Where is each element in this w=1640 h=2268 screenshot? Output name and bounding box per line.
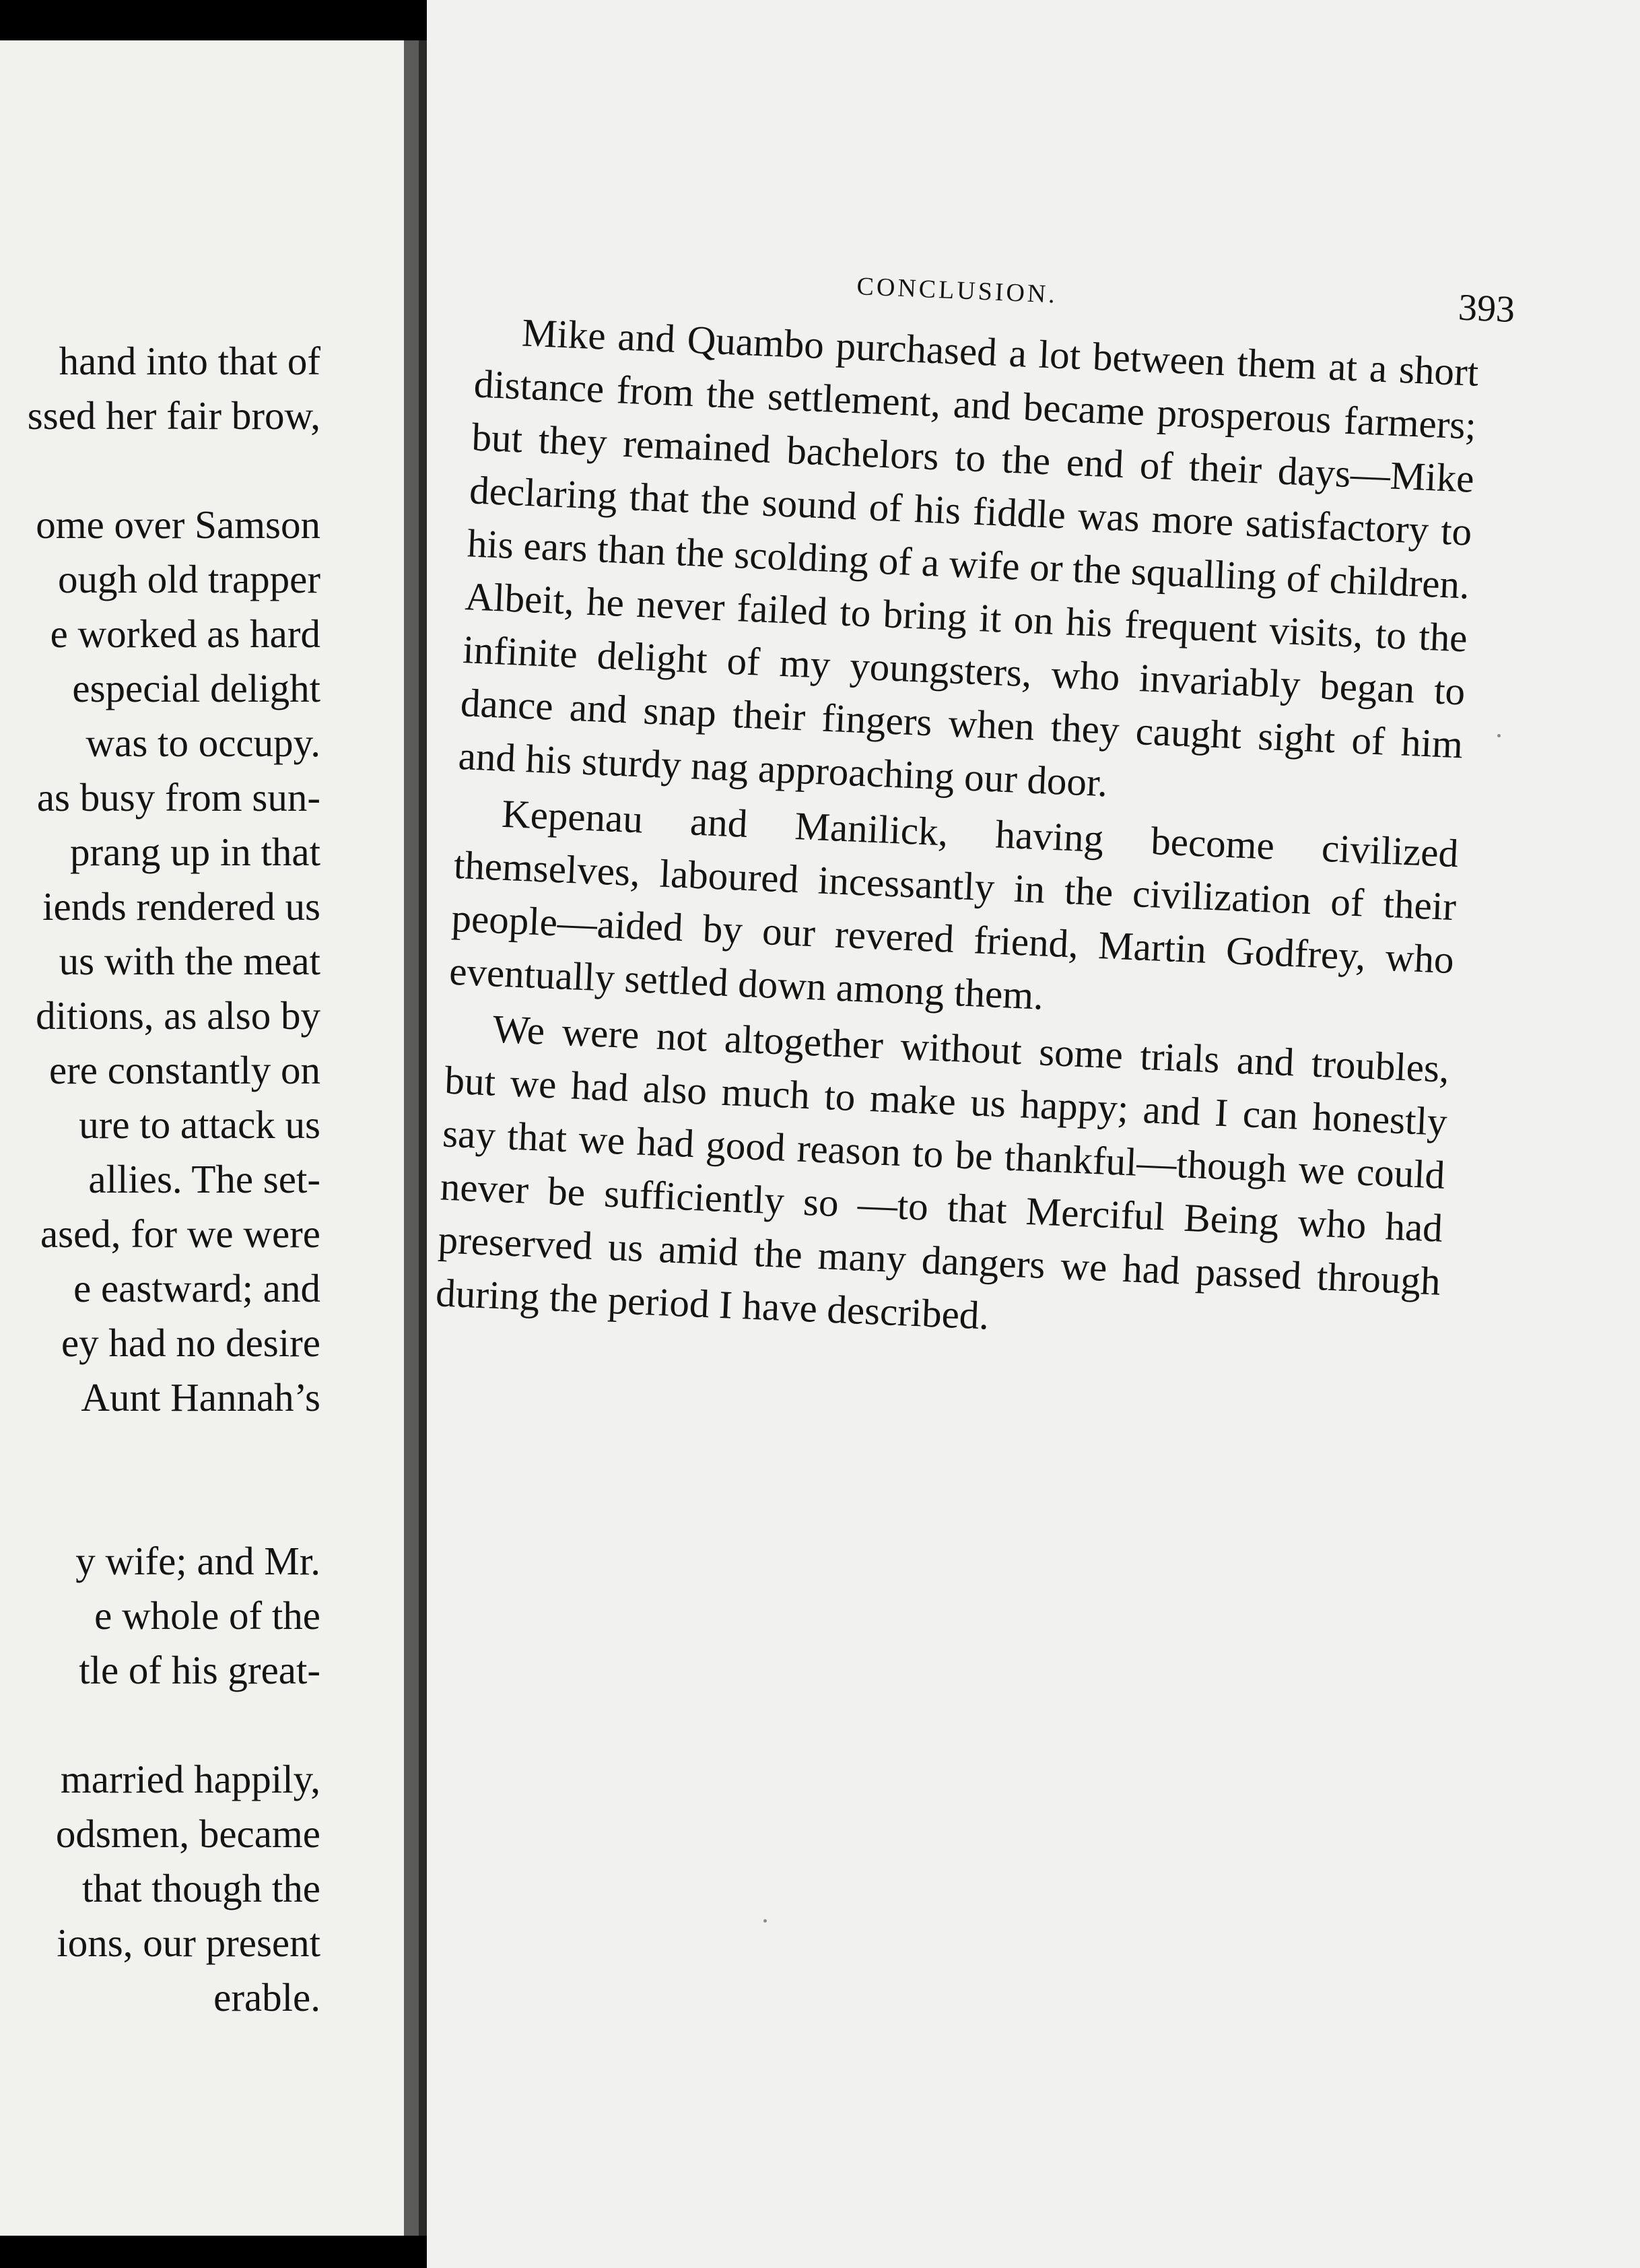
- paragraph: We were not altogether without some trials and troubles, but we had also much to make us happy; and I can honestly say that we had good reason to be thankful—though we could never be sufficiently so —to that Merciful Being who had preserved us amid the many dangers we had passed through during the period I have described.: [435, 1006, 1451, 1338]
- left-line: e worked as hard: [50, 611, 320, 656]
- left-line-gap: [0, 443, 320, 498]
- left-line-gap: [0, 1698, 320, 1752]
- left-line: e whole of the: [94, 1593, 320, 1638]
- paragraph: Kepenau and Manilick, having become civilized themselves, laboured incessantly in the civilization of their people—aided by our revered friend, Martin Godfrey, who eventually settled down among them.: [448, 791, 1460, 1018]
- left-line: that though the: [82, 1866, 320, 1910]
- left-line: was to occupy.: [86, 721, 320, 765]
- right-page: [427, 0, 1640, 2268]
- left-line: especial delight: [72, 666, 320, 710]
- left-line: y wife; and Mr.: [75, 1539, 320, 1583]
- page-number: 393: [1457, 286, 1516, 331]
- left-line: ome over Samson: [36, 502, 320, 547]
- left-line: ough old trapper: [58, 557, 320, 601]
- running-head: CONCLUSION.: [856, 272, 1058, 309]
- book-gutter-shadow: [419, 40, 427, 2236]
- book-gutter: [404, 40, 419, 2236]
- left-page: [0, 40, 404, 2236]
- left-line: prang up in that: [70, 830, 320, 874]
- left-line: hand into that of: [59, 339, 320, 383]
- paper-speck: [1497, 734, 1501, 737]
- left-line: us with the meat: [59, 939, 320, 983]
- left-line: as busy from sun-: [36, 775, 320, 820]
- left-line-gap: [0, 1425, 320, 1479]
- left-line: tle of his great-: [79, 1648, 320, 1692]
- left-line: iends rendered us: [42, 884, 320, 929]
- left-line: ditions, as also by: [36, 993, 320, 1038]
- left-line: ey had no desire: [61, 1321, 320, 1365]
- left-line: ions, our present: [57, 1921, 320, 1965]
- left-line: erable.: [213, 1975, 320, 2020]
- left-line-gap: [0, 1479, 320, 1534]
- left-page-text: [0, 334, 320, 2025]
- left-line: Aunt Hannah’s: [81, 1375, 320, 1420]
- left-line: ased, for we were: [40, 1211, 320, 1256]
- left-line: married happily,: [60, 1757, 320, 1801]
- paper-speck: [763, 1919, 767, 1923]
- paragraph: Mike and Quambo purchased a lot between them at a short distance from the settlement, and became prosperous farmers; but they remained bachelors to the end of their days—Mike declaring that the sound of his fiddle was more satisfactory to his ears than the scolding of a wife or the squalling of children. Albeit, he never failed to bring it on his frequent visits, to the infinite delight of my youngsters, who invariably began to dance and snap their fingers when they caught sight of him and his sturdy nag approaching our door.: [457, 310, 1480, 805]
- body-text: [435, 304, 1480, 1362]
- page-content: [435, 256, 1516, 1338]
- left-line: ere constantly on: [48, 1048, 320, 1092]
- left-line: ssed her fair brow,: [27, 393, 320, 438]
- left-line: allies. The set-: [88, 1157, 320, 1201]
- left-line: e eastward; and: [73, 1266, 320, 1310]
- left-line: ure to attack us: [79, 1102, 320, 1147]
- left-line: odsmen, became: [55, 1811, 320, 1856]
